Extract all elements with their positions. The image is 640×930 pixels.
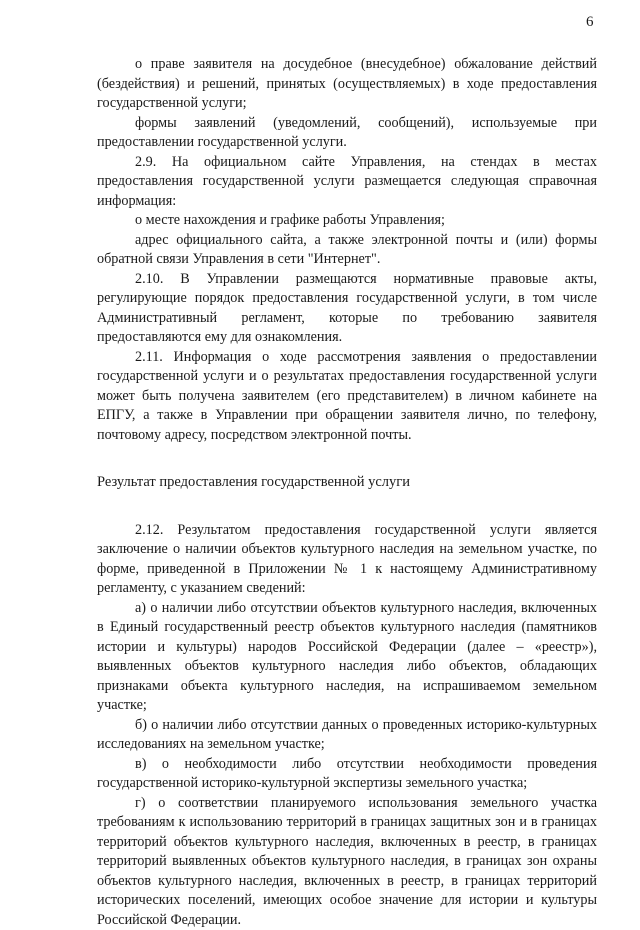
paragraph-item-v: в) о необходимости либо отсутствии необходимости проведения государственной историко-культурной экспертизы земельного участка; (97, 755, 597, 794)
paragraph-item-b: б) о наличии либо отсутствии данных о проведенных историко-культурных исследованиях на земельном участке; (97, 716, 597, 755)
page-number: 6 (586, 14, 594, 31)
paragraph-appeal-rights: о праве заявителя на досудебное (внесудебное) обжалование действий (бездействия) и решений, принятых (осуществляемых) в ходе предоставления государственной услуги; (97, 55, 597, 114)
paragraph-2-11: 2.11. Информация о ходе рассмотрения заявления о предоставлении государственной услуги и о результатах предоставления государственной услуги может быть получена заявителем (его представителем) в личном кабинете на ЕПГУ, а также в Управлении при обращении заявителя лично, по телефону, почтовому адресу, посредством электронной почты. (97, 348, 597, 446)
paragraph-item-g: г) о соответствии планируемого использования земельного участка требованиям к использованию территорий в границах защитных зон и в границах территорий объектов культурного наследия, включенных в реестр, в границах территорий выявленных объектов культурного наследия, в границах зон охраны объектов культурного наследия, включенных в реестр, в границах территорий исторических поселений, имеющих особое значение для истории и культуры Российской Федерации. (97, 794, 597, 930)
paragraph-2-9: 2.9. На официальном сайте Управления, на стендах в местах предоставления государственной услуги размещается следующая справочная информация: (97, 153, 597, 212)
section-heading: Результат предоставления государственной услуги (97, 473, 597, 493)
paragraph-2-10: 2.10. В Управлении размещаются нормативные правовые акты, регулирующие порядок предоставления государственной услуги, в том числе Административный регламент, которые по требованию заявителя предоставляются ему для ознакомления. (97, 270, 597, 348)
document-body (97, 55, 597, 930)
paragraph-location-schedule: о месте нахождения и графике работы Управления; (97, 211, 597, 231)
paragraph-application-forms: формы заявлений (уведомлений, сообщений), используемые при предоставлении государственной услуги. (97, 114, 597, 153)
paragraph-2-12: 2.12. Результатом предоставления государственной услуги является заключение о наличии объектов культурного наследия на земельном участке, по форме, приведенной в Приложении № 1 к настоящему Административному регламенту, с указанием сведений: (97, 521, 597, 599)
paragraph-item-a: а) о наличии либо отсутствии объектов культурного наследия, включенных в Единый государственный реестр объектов культурного наследия (памятников истории и культуры) народов Российской Федерации (далее – «реестр»), выявленных объектов культурного наследия либо объектов, обладающих признаками объекта культурного наследия, на испрашиваемом земельном участке; (97, 599, 597, 716)
paragraph-website-address: адрес официального сайта, а также электронной почты и (или) формы обратной связи Управления в сети "Интернет". (97, 231, 597, 270)
